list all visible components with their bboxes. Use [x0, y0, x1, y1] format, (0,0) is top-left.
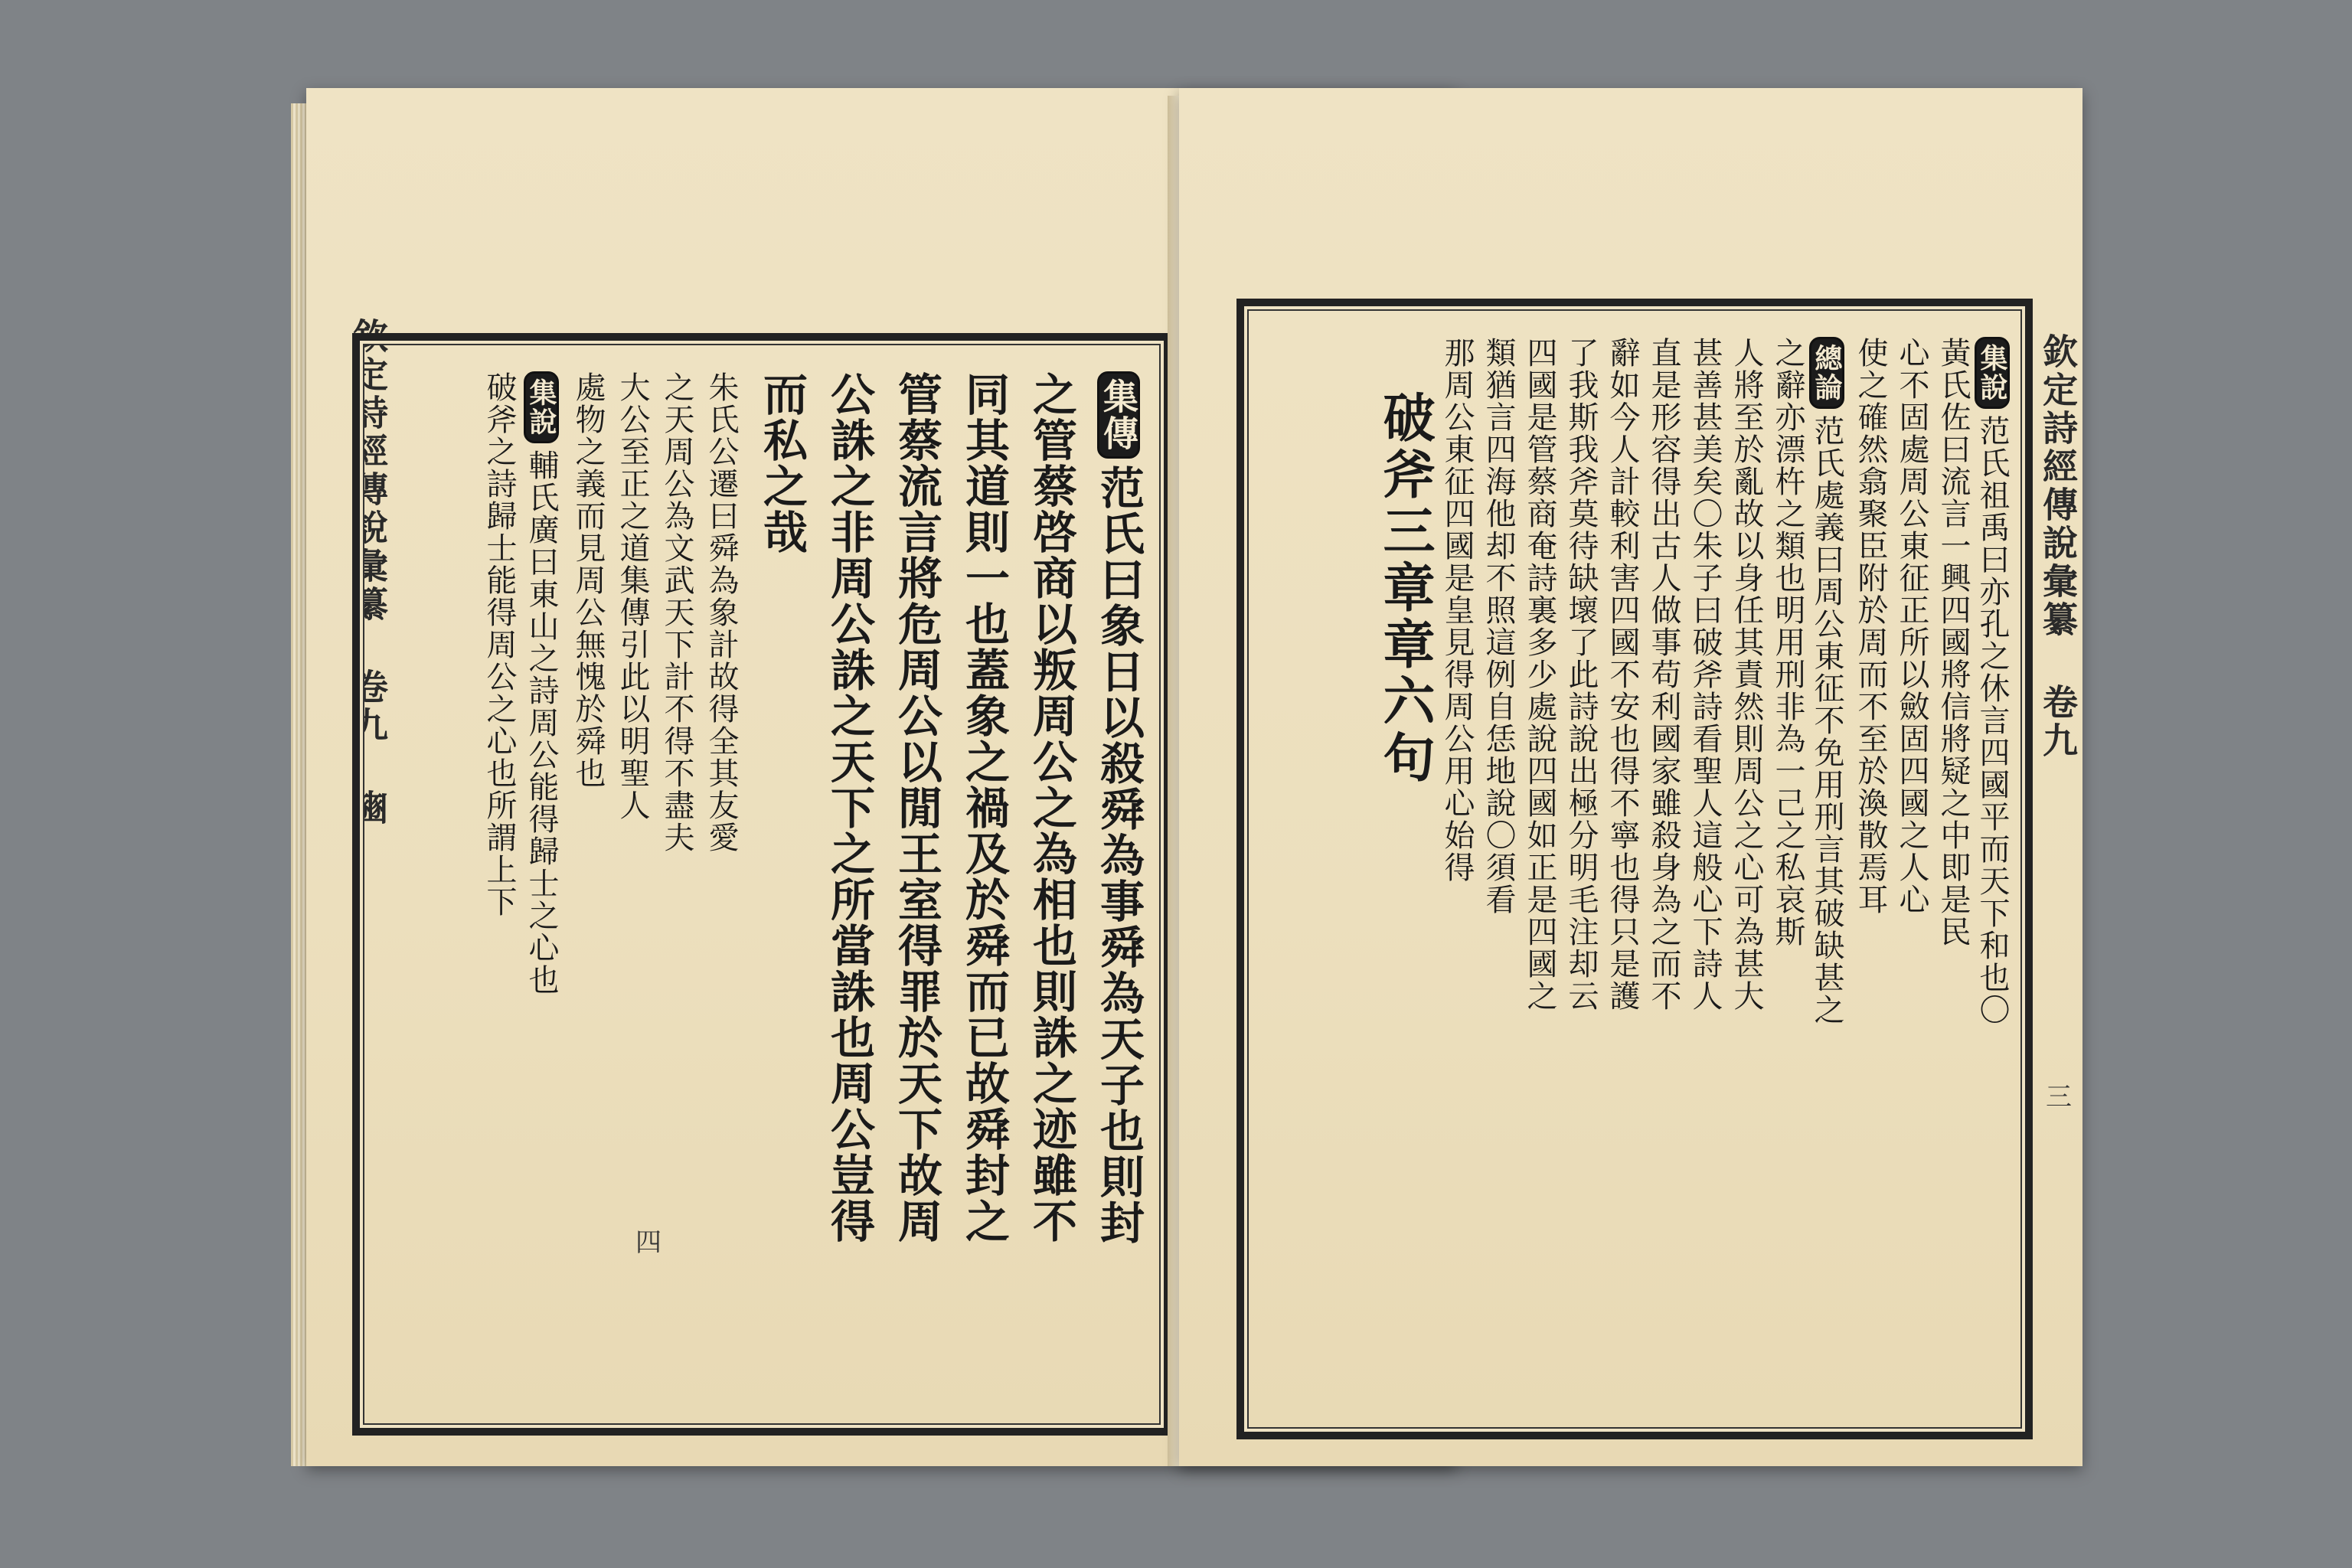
left-page-number: 四 [635, 1227, 662, 1258]
left-margin-title: 欽定詩經傳說彙纂 卷九 豳 [348, 318, 389, 828]
left-text-columns [476, 371, 1145, 1390]
right-line-14: 那周公東征四國是皇見得周公用心始得 [1439, 337, 1475, 884]
left-main-line-2: 之管蔡啓商以叛周公之為相也則誅之迹雖不 [1025, 371, 1077, 1244]
right-line-11: 了我斯我斧莫待缺壞了此詩說出極分明毛注却云 [1563, 337, 1599, 1012]
left-main-line-6: 而私之哉 [756, 371, 808, 555]
right-line-4: 使之確然翕聚臣附於周而不至於渙散焉耳 [1853, 337, 1888, 916]
right-line-1: 集說范氏祖禹曰亦孔之休言四國平而天下和也〇 [1971, 337, 2010, 1393]
left-sub-line-4: 處物之義而見周公無愧於舜也 [570, 371, 606, 789]
right-line-5: 總論范氏處義曰周公東征不免用刑言其破缺甚之 [1806, 337, 1844, 1393]
right-line-8: 甚善甚美矣〇朱子曰破斧詩看聖人這般心下詩人 [1687, 337, 1723, 1012]
open-book [291, 88, 2079, 1474]
zonglun-label: 總論 [1809, 337, 1844, 409]
left-sub-line-1: 朱氏公遷曰舜為象計故得全其友愛 [704, 371, 739, 854]
left-main-line-3: 同其道則一也蓋象之禍及於舜而已故舜封之 [958, 371, 1010, 1244]
right-line-13: 類猶言四海他却不照這例自恁地說〇須看 [1481, 337, 1516, 916]
jishuo-label-left: 集說 [524, 371, 559, 443]
left-text-frame [352, 333, 1171, 1436]
right-line-12: 四國是管蔡商奄詩裏多少處說四國如正是四國之 [1522, 337, 1557, 1012]
left-main-line-4: 管蔡流言將危周公以閒王室得罪於天下故周 [890, 371, 942, 1244]
left-sub-line-2: 之天周公為文武天下計不得不盡夫 [659, 371, 694, 854]
right-line-10: 辭如今人計較利害四國不安也得不寧也得只是護 [1605, 337, 1640, 1012]
right-line-2: 黃氏佐曰流言一興四國將信將疑之中即是民 [1936, 337, 1971, 948]
left-sub-line-3: 大公至正之道集傳引此以明聖人 [615, 371, 650, 822]
right-text-columns [1358, 337, 2010, 1393]
left-main-line-5: 公誅之非周公誅之天下之所當誅也周公豈得 [823, 371, 875, 1244]
jizhuan-label: 集傳 [1097, 371, 1140, 459]
left-sub-line-5: 集說輔氏廣曰東山之詩周公能得歸士之心也 [521, 371, 559, 1390]
right-page-number: 三 [2046, 1082, 2072, 1112]
right-line-3: 心不固處周公東征正所以斂固四國之人心 [1894, 337, 1929, 916]
jishuo-label-right: 集說 [1975, 337, 2010, 409]
section-title: 破斧三章章六句 [1374, 390, 1436, 787]
left-sub-line-6: 破斧之詩歸士能得周公之心也所謂上下 [482, 371, 517, 918]
right-text-frame [1236, 299, 2033, 1439]
right-margin-title: 欽定詩經傳說彙纂 卷九 [2037, 333, 2079, 760]
right-line-9: 直是形容得出古人做事苟利國家雖殺身為之而不 [1646, 337, 1681, 1012]
right-line-6: 之辭亦漂杵之類也明用刑非為一己之私哀斯 [1770, 337, 1805, 948]
left-main-line-1: 集傳范氏曰象日以殺舜為事舜為天子也則封 [1080, 371, 1141, 1390]
right-line-7: 人將至於亂故以身任其責然則周公之心可為甚大 [1729, 337, 1764, 1012]
